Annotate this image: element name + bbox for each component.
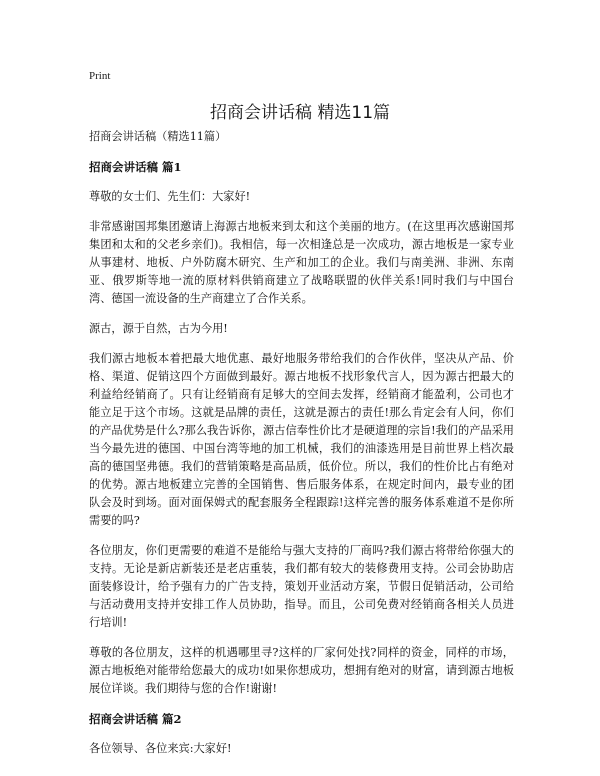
section-heading: 招商会讲话稿 篇1 xyxy=(89,160,182,174)
section-1 xyxy=(89,158,514,698)
print-label: Print xyxy=(89,70,111,82)
paragraph-support: 各位朋友，你们更需要的难道不是能给与强大支持的厂商吗?我们源古将带给你强大的支持。无论是新店新装还是老店重装，我们都有较大的装修费用支持。公司会协助店面装修设计，给予强有力的广告支持，策划开业活动方案，节假日促销活动，公司给与活动费用支持并安排工作人员协助，指导。而且，公司免费对经销商各相关人员进行培训! xyxy=(89,544,514,629)
document-subtitle: 招商会讲话稿（精选11篇） xyxy=(89,130,227,143)
paragraph-greeting: 各位领导、各位来宾:大家好! xyxy=(89,742,232,755)
paragraph-intro: 非常感谢国邦集团邀请上海源古地板来到太和这个美丽的地方。(在这里再次感谢国邦集团和太和的父老乡亲们)。我相信，每一次相逢总是一次成功，源古地板是一家专业从事建材、地板、户外防腐木研究、生产和加工的企业。我们与南美洲、非洲、东南亚、俄罗斯等地一流的原材料供销商建立了战略联盟的伙伴关系!同时我们与中国台湾、德国一流设备的生产商建立了合作关系。 xyxy=(89,220,514,305)
paragraph-greeting: 尊敬的女士们、先生们：大家好! xyxy=(89,190,251,203)
section-heading: 招商会讲话稿 篇2 xyxy=(89,712,182,726)
paragraph-advantages: 我们源古地板本着把最大地优惠、最好地服务带给我们的合作伙伴，坚决从产品、价格、渠道、促销这四个方面做到最好。源古地板不找形象代言人，因为源古把最大的利益给经销商了。只有让经销商有足够大的空间去发挥，经销商才能盈利，公司也才能立足于这个市场。这就是品牌的责任，这就是源古的责任!那么肯定会有人问，你们的产品优势是什么?那么我告诉你，源古信奉性价比才是硬道理的宗旨!我们的产品采用当今最先进的德国、中国台湾等地的加工机械，我们的油漆选用是目前世界上档次最高的德国坚弗德。我们的营销策略是高品质，低价位。所以，我们的性价比占有绝对的优势。源古地板建立完善的全国销售、售后服务体系，在规定时间内，最专业的团队会及时到场。面对面保姆式的配套服务全程跟踪!这样完善的服务体系难道不是你所需要的吗? xyxy=(89,352,514,527)
document-title: 招商会讲话稿 精选11篇 xyxy=(209,103,391,123)
document-body xyxy=(89,128,514,770)
paragraph-closing: 尊敬的各位朋友，这样的机遇哪里寻?这样的厂家何处找?同样的资金，同样的市场，源古地板绝对能带给您最大的成功!如果你想成功，想拥有绝对的财富，请到源古地板展位详谈。我们期待与您的合作!谢谢! xyxy=(89,646,514,695)
paragraph-slogan: 源古，源于自然，古为今用! xyxy=(89,322,228,335)
section-2 xyxy=(89,710,514,758)
